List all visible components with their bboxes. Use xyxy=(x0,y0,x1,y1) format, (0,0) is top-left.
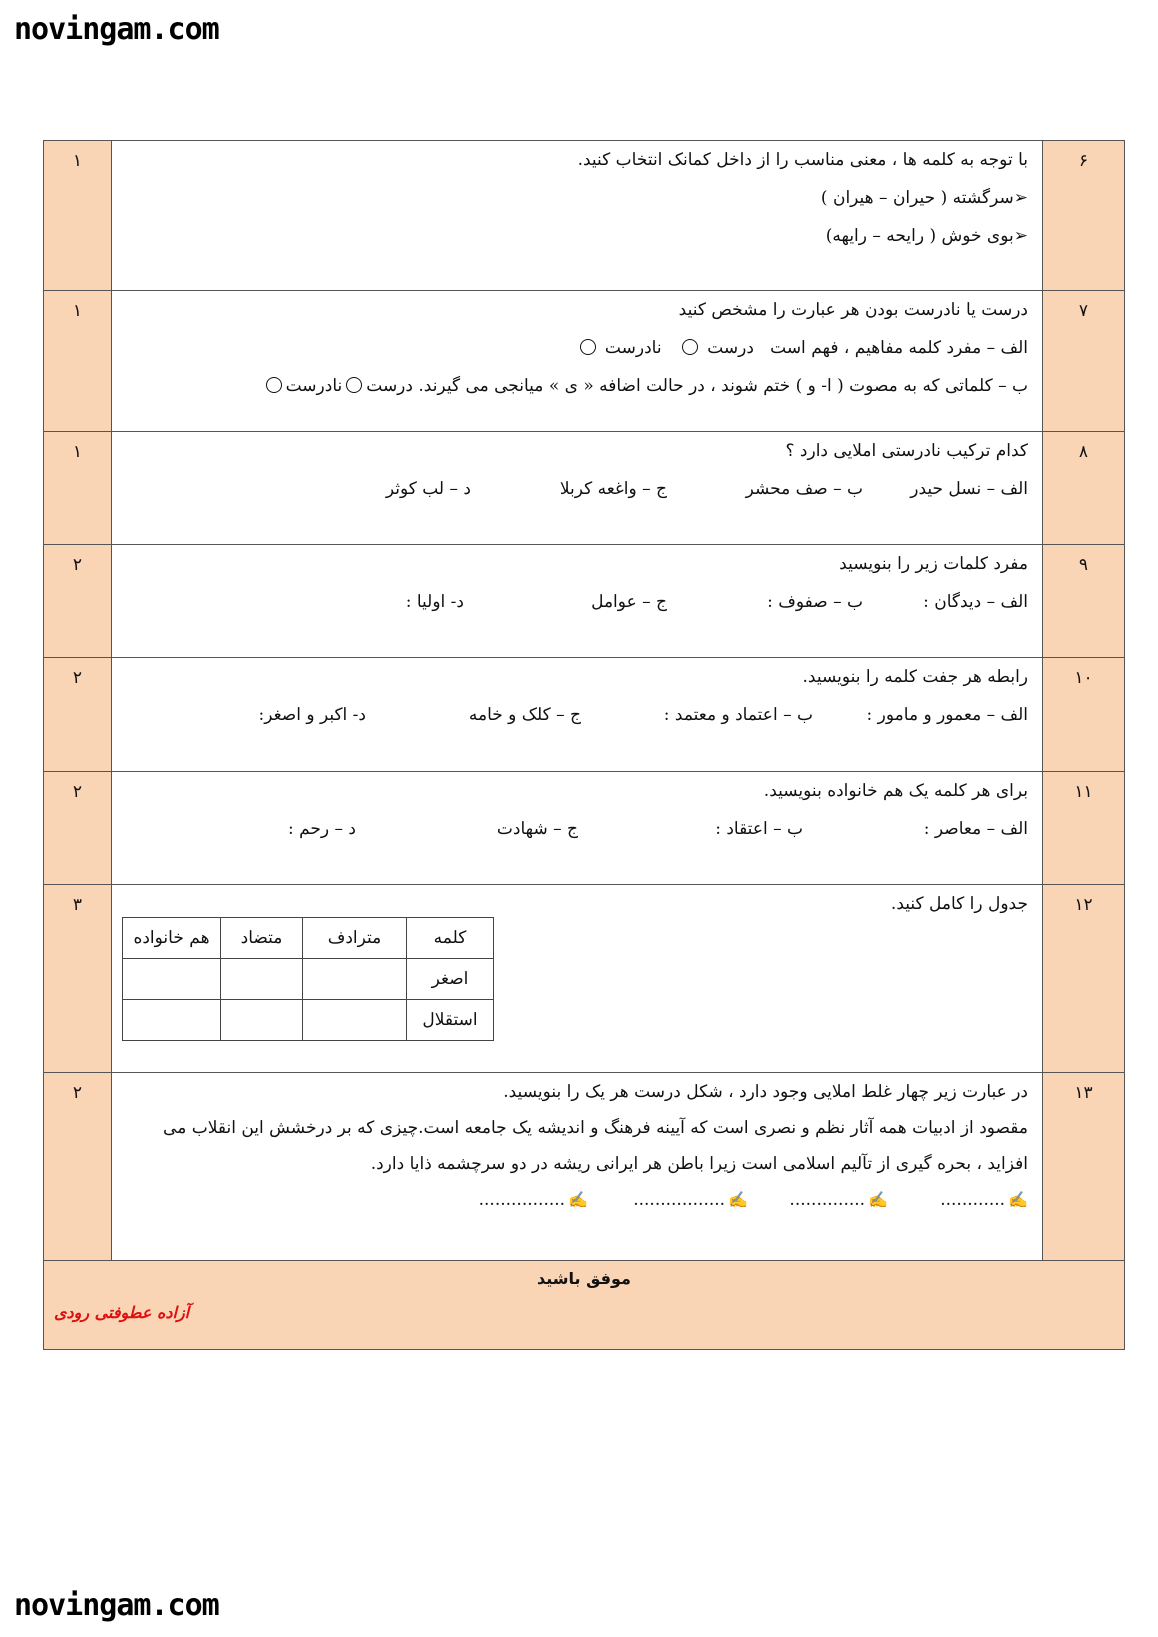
question-score: ۳ xyxy=(44,885,112,1072)
table-cell-blank[interactable] xyxy=(221,1000,303,1041)
table-header-cell: هم خانواده xyxy=(123,918,221,959)
options-row xyxy=(122,591,1028,613)
question-content xyxy=(112,885,1042,1072)
footer xyxy=(44,1261,1124,1350)
false-label: نادرست xyxy=(604,338,662,358)
false-radio[interactable] xyxy=(266,377,282,393)
question-number: ۱۲ xyxy=(1042,885,1124,1072)
question-row-7 xyxy=(44,291,1124,432)
completion-table xyxy=(122,917,494,1041)
table-cell-blank[interactable] xyxy=(123,959,221,1000)
option: ب – صف محشر xyxy=(745,479,863,499)
false-radio[interactable] xyxy=(580,339,596,355)
table-cell-blank[interactable] xyxy=(221,959,303,1000)
option: ج – کلک و خامه xyxy=(468,705,581,725)
answer-blank[interactable]: ✍................ xyxy=(478,1190,588,1210)
option: الف – معاصر : xyxy=(923,819,1028,839)
watermark-bottom: novingam.com xyxy=(14,1588,219,1623)
pen-icon: ✍ xyxy=(868,1190,888,1209)
question-item xyxy=(122,187,1028,209)
pen-icon: ✍ xyxy=(1008,1190,1028,1209)
question-score: ۲ xyxy=(44,658,112,771)
table-row xyxy=(123,1000,494,1041)
answer-blank[interactable]: ✍................. xyxy=(633,1190,748,1210)
option: ب – اعتماد و معتمد : xyxy=(663,705,813,725)
question-number: ۶ xyxy=(1042,141,1124,290)
question-score: ۱ xyxy=(44,291,112,431)
pen-icon: ✍ xyxy=(568,1190,588,1209)
question-score: ۲ xyxy=(44,772,112,884)
answer-blanks xyxy=(122,1189,1028,1211)
question-content xyxy=(112,141,1042,290)
option: د – لب کوثر xyxy=(385,479,471,499)
option: د – رحم : xyxy=(287,819,356,839)
question-row-9 xyxy=(44,545,1124,658)
paragraph-line: افزاید ، بحره گیری از تآلیم اسلامی است زیرا باطن هر ایرانی ریشه در دو سرچشمه ذایا دارد. xyxy=(370,1154,1028,1174)
question-title: با توجه به کلمه ها ، معنی مناسب را از داخل کمانک انتخاب کنید. xyxy=(577,150,1028,170)
closing-message: موفق باشید xyxy=(537,1269,631,1288)
pen-icon: ✍ xyxy=(728,1190,748,1209)
question-score: ۱ xyxy=(44,432,112,544)
true-radio[interactable] xyxy=(346,377,362,393)
table-header-cell: متضاد xyxy=(221,918,303,959)
question-number: ۱۱ xyxy=(1042,772,1124,884)
options-row xyxy=(122,478,1028,500)
author-name: آزاده عطوفتی رودی xyxy=(54,1303,190,1322)
question-title: برای هر کلمه یک هم خانواده بنویسید. xyxy=(763,781,1028,801)
item-text: سرگشته ( حیران – هیران ) xyxy=(820,188,1014,208)
options-row xyxy=(122,818,1028,840)
question-row-6 xyxy=(44,141,1124,291)
question-content xyxy=(112,1073,1042,1260)
arrow-icon: ➢ xyxy=(1013,188,1028,208)
table-cell-blank[interactable] xyxy=(303,1000,407,1041)
question-content xyxy=(112,658,1042,771)
answer-blank[interactable]: ✍............ xyxy=(940,1190,1028,1210)
question-number: ۱۳ xyxy=(1042,1073,1124,1260)
option: د- اکبر و اصغر: xyxy=(258,705,366,725)
item-text: بوی خوش ( رایحه – رایهه) xyxy=(825,226,1014,246)
option: ب – اعتقاد : xyxy=(715,819,803,839)
statement-a xyxy=(122,337,1028,359)
question-row-12 xyxy=(44,885,1124,1073)
option: ج – واغعه کربلا xyxy=(559,479,667,499)
question-score: ۱ xyxy=(44,141,112,290)
option: الف – دیدگان : xyxy=(923,592,1028,612)
question-number: ۹ xyxy=(1042,545,1124,657)
question-title: درست یا نادرست بودن هر عبارت را مشخص کنید xyxy=(678,300,1028,320)
option: الف – نسل حیدر xyxy=(910,479,1028,499)
question-content xyxy=(112,432,1042,544)
question-row-11 xyxy=(44,772,1124,885)
question-row-13 xyxy=(44,1073,1124,1261)
question-row-8 xyxy=(44,432,1124,545)
question-title: کدام ترکیب نادرستی املایی دارد ؟ xyxy=(785,441,1028,461)
table-cell: استقلال xyxy=(407,1000,494,1041)
question-title: مفرد کلمات زیر را بنویسید xyxy=(839,554,1028,574)
watermark-top: novingam.com xyxy=(14,12,219,47)
option: د- اولیا : xyxy=(405,592,464,612)
question-number: ۷ xyxy=(1042,291,1124,431)
question-title: رابطه هر جفت کلمه را بنویسید. xyxy=(802,667,1028,687)
question-content xyxy=(112,291,1042,431)
question-row-10 xyxy=(44,658,1124,772)
question-score: ۲ xyxy=(44,545,112,657)
table-cell-blank[interactable] xyxy=(123,1000,221,1041)
true-label: درست xyxy=(707,338,754,358)
true-label: درست xyxy=(366,376,413,396)
false-label: نادرست xyxy=(285,376,343,396)
option: ب – صفوف : xyxy=(767,592,863,612)
answer-blank[interactable]: ✍.............. xyxy=(789,1190,888,1210)
statement-text: ب – کلماتی که به مصوت ( ا- و ) ختم شوند ، در حالت اضافه « ی » میانجی می گیرند. xyxy=(418,376,1028,396)
question-score: ۲ xyxy=(44,1073,112,1260)
option: ج – شهادت xyxy=(496,819,578,839)
table-cell: اصغر xyxy=(407,959,494,1000)
table-header-cell: مترادف xyxy=(303,918,407,959)
statement-text: الف – مفرد کلمه مفاهیم ، فهم است xyxy=(770,338,1028,358)
option: ج – عوامل xyxy=(591,592,667,612)
table-cell-blank[interactable] xyxy=(303,959,407,1000)
question-title: در عبارت زیر چهار غلط املایی وجود دارد ، شکل درست هر یک را بنویسید. xyxy=(503,1082,1028,1102)
table-header-cell: کلمه xyxy=(407,918,494,959)
options-row xyxy=(122,704,1028,726)
statement-b xyxy=(122,375,1028,397)
table-row xyxy=(123,959,494,1000)
question-title: جدول را کامل کنید. xyxy=(890,894,1028,914)
question-number: ۱۰ xyxy=(1042,658,1124,771)
arrow-icon: ➢ xyxy=(1013,226,1028,246)
option: الف – معمور و مامور : xyxy=(866,705,1028,725)
exam-sheet xyxy=(43,140,1125,1350)
question-number: ۸ xyxy=(1042,432,1124,544)
true-radio[interactable] xyxy=(682,339,698,355)
question-content xyxy=(112,772,1042,884)
table-header-row xyxy=(123,918,494,959)
paragraph-line: مقصود از ادبیات همه آثار نظم و نصری است که آیینه فرهنگ و اندیشه یک جامعه است.چیزی که بر درخشش این انقلاب می xyxy=(163,1118,1028,1138)
question-item xyxy=(122,225,1028,247)
question-content xyxy=(112,545,1042,657)
